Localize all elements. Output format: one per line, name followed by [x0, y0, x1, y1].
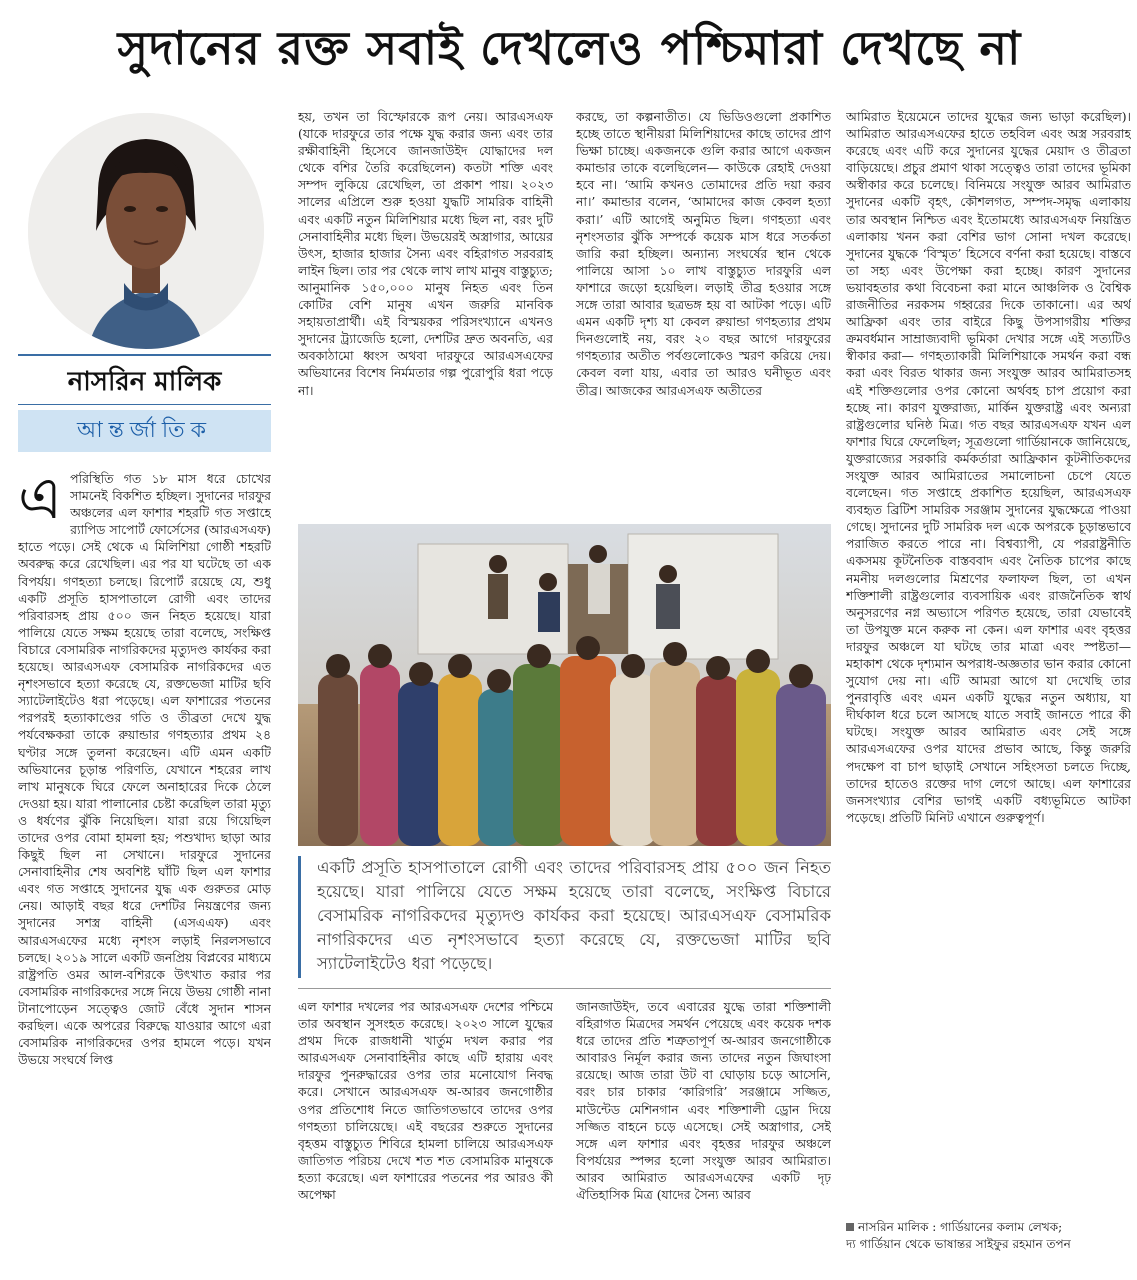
headline: সুদানের রক্ত সবাই দেখলেও পশ্চিমারা দেখছে না — [117, 21, 1022, 75]
translation-credit: দ্য গার্ডিয়ান থেকে ভাষান্তর সাইফুর রহমান তপন — [846, 1237, 1071, 1251]
bullet-square-icon — [846, 1223, 854, 1231]
pull-quote: একটি প্রসূতি হাসপাতালে রোগী এবং তাদের পরিবারসহ প্রায় ৫০০ জন নিহত হয়েছে। যারা পালিয়ে যেতে সক্ষম হয়েছে তারা বলেছে, সংক্ষিপ্ত বিচারে বেসামরিক নাগরিকদের মৃত্যুদণ্ড কার্যকর করা হয়েছে। আরএসএফ বেসামরিক নাগরিকদের এত নৃশংসভাবে হত্যা করেছে যে, রক্তভেজা মাটির ছবি স্যাটেলাইটেও ধরা পড়েছে। — [298, 856, 831, 978]
column-3-text: করছে, তা কল্পনাতীত। যে ভিডিওগুলো প্রকাশিত হচ্ছে তাতে স্থানীয়রা মিলিশিয়াদের কাছে তাদের প্রাণ ভিক্ষা চাচ্ছে। একজনকে গুলি করার আগে একজন কমান্ডার তাকে বলেছিলেন— কাউকে রেহাই দেওয়া হবে না। ‘আমি কখনও তোমাদের প্রতি দয়া করব না।’ কমান্ডার বলেন, ‘আমাদের কাজ কেবল হত্যা করা।’ এটি আগেই অনুমিত ছিল। গণহত্যা এবং নৃশংসতার ঝুঁকি সম্পর্কে কয়েক মাস ধরে সতর্কতা জারি করা হচ্ছিল। অন্যান্য সংঘর্ষের স্থান থেকে পালিয়ে আসা ১০ লাখ বাস্তুচ্যুত দারফুরি এল ফাশারে জড়ো হয়েছিল। লড়াই তীব্র হওয়ার সঙ্গে সঙ্গে তারা আবার ছত্রভঙ্গ হয় বা আটকা পড়ে। এটি এমন একটি দৃশ্য যা কেবল রুয়ান্ডা গণহত্যার প্রথম দিনগুলোই নয়, বরং ২০ বছর আগে দারফুরের গণহত্যার অতীত পর্বগুলোকেও স্মরণ করিয়ে দেয়। কেবল বলা যায়, এবার তা আরও ঘনীভূত এবং তীব্র। আজকের আরএসএফ অতীতের — [576, 109, 831, 398]
dropcap: এ — [18, 470, 63, 532]
column-3 — [576, 108, 831, 516]
author-name: নাসরিন মালিক — [67, 367, 222, 397]
column-4-text: আমিরাত ইয়েমেনে তাদের যুদ্ধের জন্য ভাড়া করেছিল)। আমিরাত আরএসএফের হাতে তহবিল এবং অস্ত্র সরবরাহ করেছে এবং এটি করে সুদানের যুদ্ধের মেয়াদ ও তীব্রতা বাড়িয়েছে। প্রচুর প্রমাণ থাকা সত্ত্বেও তারা তাদের ভূমিকা অস্বীকার করে চলেছে। বিনিময়ে সংযুক্ত আরব আমিরাত সুদানের একটি বৃহৎ, কৌশলগত, সম্পদ-সমৃদ্ধ এলাকায় তার অবস্থান নিশ্চিত এবং ইতোমধ্যে আরএসএফ নিয়ন্ত্রিত এলাকায় খনন করা বেশির ভাগ সোনা দখল করেছে। সুদানের যুদ্ধকে ‘বিস্মৃত’ হিসেবে বর্ণনা করা হয়েছে। বাস্তবে তা সহ্য এবং উপেক্ষা করা হচ্ছে। কারণ সুদানের ভয়াবহতার কথা বিবেচনা করা মানে আঞ্চলিক ও বৈশ্বিক রাজনীতির নরকসম গহ্বরের দিকে তাকানো। এর অর্থ আফ্রিকা এবং তার বাইরে কিছু উপসাগরীয় শক্তির ক্রমবর্ধমান সাম্রাজ্যবাদী ভূমিকা দেখার সঙ্গে এই সত্যটিও স্বীকার করা— গণহত্যাকারী মিলিশিয়াকে সমর্থন করা বন্ধ করা এবং বিরত থাকার জন্য সংযুক্ত আরব আমিরাতসহ এই শক্তিগুলোর ওপর কোনো অর্থবহ চাপ প্রয়োগ করা হচ্ছে না। কারণ যুক্তরাজ্য, মার্কিন যুক্তরাষ্ট্র এবং অন্যরা রাষ্ট্রগুলোর ঘনিষ্ঠ মিত্র। গত বছর আরএসএফ যখন এল ফাশার ঘিরে ফেলেছিল; সূত্রগুলো গার্ডিয়ানকে জানিয়েছে, যুক্তরাজ্যের সরকারি কর্মকর্তারা আফ্রিকান কূটনীতিকদের সংযুক্ত আরব আমিরাতের সমালোচনা চেপে যেতে বলেছেন। গত সপ্তাহে প্রকাশিত হয়েছিল, আরএসএফ ব্যবহৃত ব্রিটিশ সামরিক সরঞ্জাম সুদানের যুদ্ধক্ষেত্রে পাওয়া গেছে। সুদানের দুটি সামরিক দল একে অপরকে চূড়ান্তভাবে পরাজিত করতে পারে না। বিশ্বব্যাপী, যে পররাষ্ট্রনীতি একসময় কূটনৈতিক বাস্তববাদ এবং নৈতিক চাপের কাছে নমনীয় দলগুলোর মিশ্রণের ফলাফল ছিল, তা এখন শক্তিশালী রাষ্ট্রগুলোর ব্যবসায়িক এবং রাজনৈতিক স্বার্থ অনুসরণের নগ্ন অভ্যাসে পরিণত হয়েছে, তারা যেভাবেই তা উপযুক্ত মনে করুক না কেন। এল ফাশার এবং বৃহত্তর দারফুর অঞ্চলে যা ঘটছে তার মাত্রা এবং স্পষ্টতা— মহাকাশ থেকে দৃশ্যমান অপরাধ-অজ্ঞতার ভান করার কোনো সুযোগ দেয় না। এটি আমরা আগে যা দেখেছি তার পুনরাবৃত্তি এবং এমন একটি যুদ্ধের নতুন অধ্যায়, যা দীর্ঘকাল ধরে চলে আসছে যাতে সবাই জানতে পারে কী ঘটছে। সংযুক্ত আরব আমিরাত এবং সেই সঙ্গে আরএসএফের ওপর যাদের প্রভাব আছে, কিন্তু জরুরি পদক্ষেপ বা চাপ ছাড়াই সেখানে সহিংসতা চলতে দিচ্ছে, তাদের হাতেও রক্তের দাগ লেগে আছে। এল ফাশারের জনসংখ্যার বেশির ভাগই একটি বধ্যভূমিতে আটকা পড়েছে। প্রতিটি মিনিট এখানে গুরুত্বপূর্ণ। — [846, 109, 1131, 825]
column-bottom-1 — [298, 998, 553, 1276]
column-bottom-2-text: জানজাউইদ, তবে এবারের যুদ্ধে তারা শক্তিশালী বহিরাগত মিত্রদের সমর্থন পেয়েছে এবং কয়েক দশক ধরে তাদের প্রতি শত্রুতাপূর্ণ অ-আরব জনগোষ্ঠীকে আবারও নির্মূল করার জন্য তাদের নতুন জিঘাংসা রয়েছে। আজ তারা উট বা ঘোড়ায় চড়ে আসেনি, বরং চার চাকার ‘কারিগরি’ সরঞ্জামে সজ্জিত, মাউন্টেড মেশিনগান এবং শক্তিশালী ড্রোন দিয়ে সজ্জিত বাহনে চড়ে এসেছে। সেই অস্ত্রাগার, সেই সঙ্গে এল ফাশার এবং বৃহত্তর দারফুর অঞ্চলে বিপর্যয়ের স্পন্সর হলো সংযুক্ত আরব আমিরাত। আরব আমিরাত আরএসএফের একটি দৃঢ় ঐতিহাসিক মিত্র (যাদের সৈন্য আরব — [576, 999, 831, 1203]
author-note — [846, 1219, 1131, 1271]
column-1-text: পরিস্থিতি গত ১৮ মাস ধরে চোখের সামনেই বিকশিত হচ্ছিল। সুদানের দারফুর অঞ্চলের এল ফাশার শহরটি গত সপ্তাহে র‍্যাপিড সাপোর্ট ফোর্সেসের (আরএসএফ) হাতে পড়ে। সেই থেকে এ মিলিশিয়া গোষ্ঠী শহরটি অবরুদ্ধ করে রেখেছিল। এর পর যা ঘটেছে তা এক বিপর্যয়। গণহত্যা চলছে। রিপোর্ট রয়েছে যে, শুধু একটি প্রসূতি হাসপাতালে রোগী এবং তাদের পরিবারসহ প্রায় ৫০০ জন নিহত হয়েছে। যারা পালিয়ে যেতে সক্ষম হয়েছে তারা বলেছে, সংক্ষিপ্ত বিচারে বেসামরিক নাগরিকদের মৃত্যুদণ্ড কার্যকর করা হয়েছে। আরএসএফ বেসামরিক নাগরিকদের এত নৃশংসভাবে হত্যা করেছে যে, রক্তভেজা মাটির ছবি স্যাটেলাইটেও ধরা পড়েছে। এল ফাশারের পতনের পরপরই হত্যাকাণ্ডের গতি ও তীব্রতা দেখে যুদ্ধ পর্যবেক্ষকরা তাকে রুয়ান্ডার গণহত্যার প্রথম ২৪ ঘণ্টার সঙ্গে তুলনা করেছেন। এটি এমন একটি অভিযানের চূড়ান্ত পরিণতি, যেখানে শহরের লাখ লাখ মানুষকে ঘিরে ফেলে অনাহারের দিকে ঠেলে দেওয়া হয়। যারা পালানোর চেষ্টা করেছিল তারা মৃত্যু ও ধর্ষণের ঝুঁকি নিয়েছিল। যারা রয়ে গিয়েছিল তাদের ওপর বোমা হামলা হয়; পশুখাদ্য ছাড়া আর কিছুই ছিল না সেখানে। দারফুরে সুদানের সেনাবাহিনীর শেষ অবশিষ্ট ঘাঁটি ছিল এল ফাশার এবং গত সপ্তাহে সুদানের যুদ্ধ এক গুরুতর মোড় নেয়। আড়াই বছর ধরে দেশটির নিয়ন্ত্রণের জন্য সুদানের সশস্ত্র বাহিনী (এসএএফ) এবং আরএসএফের মধ্যে নৃশংস লড়াই নিরলসভাবে চলছে। ২০১৯ সালে একটি জনপ্রিয় বিপ্লবের মাধ্যমে রাষ্ট্রপতি ওমর আল-বশিরকে উৎখাত করার পর বেসামরিক নাগরিকদের সঙ্গে নিয়ে উভয় গোষ্ঠী নানা টানাপোড়েন সত্ত্বেও জোট বেঁধে সুদান শাসন করছিল। একে অপরের বিরুদ্ধে যাওয়ার আগে এরা বেসামরিক নাগরিকদের ওপর হামলে পড়ে। যখন উভয়ে সংঘর্ষে লিপ্ত — [18, 471, 271, 1068]
pull-quote-rule — [298, 988, 831, 989]
column-bottom-1-text: এল ফাশার দখলের পর আরএসএফ দেশের পশ্চিমে তার অবস্থান সুসংহত করেছে। ২০২৩ সালে যুদ্ধের প্রথম দিকে রাজধানী খার্তুম দখল করার পর আরএসএফ সেনাবাহিনীর কাছে এটি হারায় এবং দারফুর পুনরুদ্ধারের ওপর তার মনোযোগ নিবদ্ধ করে। সেখানে আরএসএফ অ-আরব জনগোষ্ঠীর ওপর প্রতিশোধ নিতে জাতিগতভাবে তাদের ওপর গণহত্যা চালিয়েছে। এই বছরের শুরুতে সুদানের বৃহত্তম বাস্তুচ্যুত শিবিরে হামলা চালিয়ে আরএসএফ জাতিগত পরিচয় দেখে শত শত বেসামরিক মানুষকে হত্যা করেছে। এল ফাশারের পতনের পর আরও কী অপেক্ষা — [298, 999, 553, 1203]
column-1 — [18, 470, 271, 1276]
author-rule-top — [18, 354, 271, 356]
column-2 — [298, 108, 553, 516]
author-rule-bottom — [18, 404, 271, 405]
author-byline: নাসরিন মালিক : গার্ডিয়ানের কলাম লেখক; — [858, 1220, 1063, 1234]
column-4 — [846, 108, 1131, 1212]
column-bottom-2 — [576, 998, 831, 1276]
crowd-photo — [298, 524, 831, 846]
column-2-text: হয়, তখন তা বিস্ফোরকে রূপ নেয়। আরএসএফ (যাকে দারফুরে তার পক্ষে যুদ্ধ করার জন্য এবং তার রক্ষীবাহিনী হিসেবে জানজাউইদ যোদ্ধাদের দল থেকে বশির তৈরি করেছিলেন) কতটা শক্তি এবং সম্পদ লুকিয়ে রেখেছিল, তা প্রকাশ পায়। ২০২৩ সালের এপ্রিলে শুরু হওয়া যুদ্ধটি সামরিক বাহিনী এবং একটি নতুন মিলিশিয়ার মধ্যে ছিল না, বরং দুটি সেনাবাহিনীর মধ্যে ছিল। উভয়েরই অস্ত্রাগার, আয়ের উৎস, হাজার হাজার সৈন্য এবং বহিরাগত সরবরাহ লাইন ছিল। তার পর থেকে লাখ লাখ মানুষ বাস্তুচ্যুত; আনুমানিক ১৫০,০০০ মানুষ নিহত এবং তিন কোটির বেশি মানুষ এখন জরুরি মানবিক সহায়তাপ্রার্থী। এই বিস্ময়কর পরিসংখ্যানে এখনও সুদানের ট্র্যাজেডি হলো, দেশটির দ্রুত অবনতি, এর অবকাঠামো ধ্বংস অথবা দারফুরে আরএসএফের অভিযানের বিশেষ নির্মমতার গল্প পুরোপুরি ধরা পড়ে না। — [298, 109, 553, 398]
section-tag: আন্তর্জাতিক — [18, 410, 271, 452]
author-photo — [28, 113, 264, 349]
